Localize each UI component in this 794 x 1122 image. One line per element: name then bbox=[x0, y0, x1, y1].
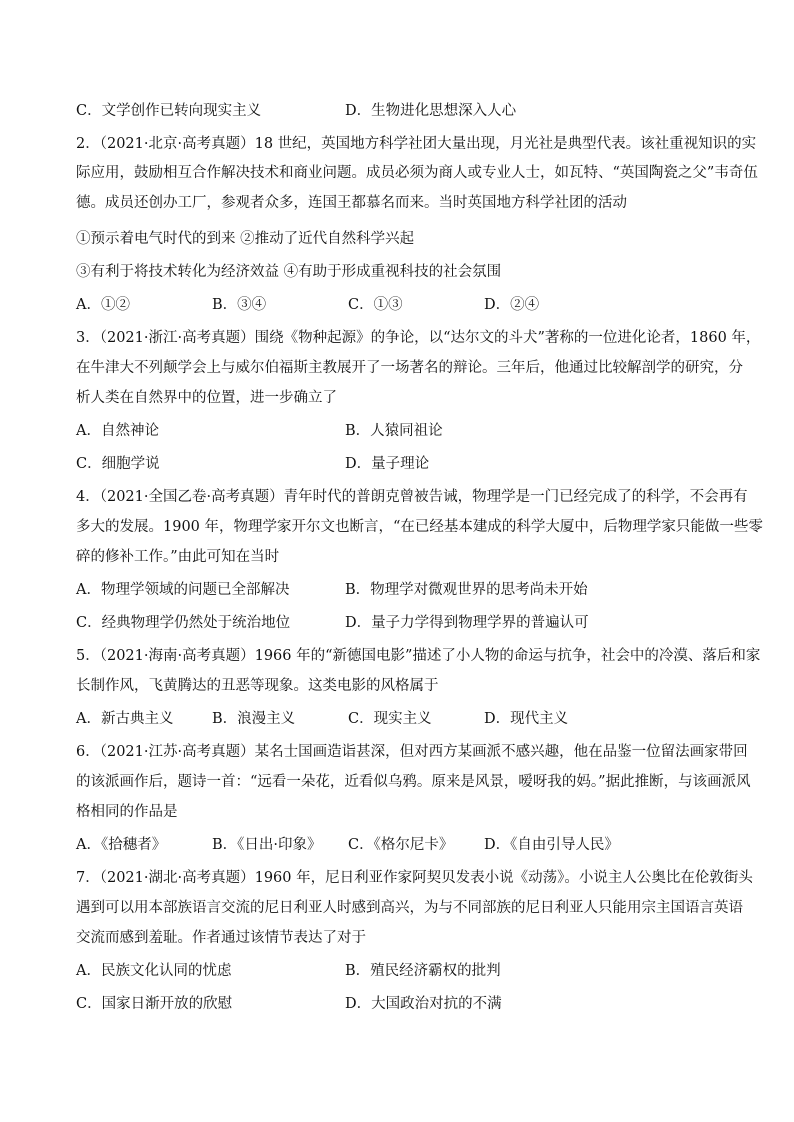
q4-stem-line-1: 4．（2021·全国乙卷·高考真题）青年时代的普朗克曾被告诫，物理学是一门已经完成了的科学，不会再有 bbox=[76, 489, 748, 505]
q2-stem-line-1: 2．（2021·北京·高考真题）18 世纪，英国地方科学社团大量出现，月光社是典型代表。该社重视知识的实 bbox=[76, 136, 757, 152]
q7-option-a: A．民族文化认同的忧虑 bbox=[76, 963, 232, 979]
q6-option-a: A．《拾穗者》 bbox=[76, 837, 167, 853]
q3-option-a: A．自然神论 bbox=[76, 423, 159, 439]
q6-option-d: D．《自由引导人民》 bbox=[484, 837, 619, 853]
q6-stem-line-3: 格相同的作品是 bbox=[76, 804, 178, 820]
q4-stem-line-3: 碎的修补工作。”由此可知在当时 bbox=[76, 549, 280, 565]
q4-stem-line-2: 多大的发展。1900 年，物理学家开尔文也断言，“在已经基本建成的科学大厦中，后物理学家只能做一些零 bbox=[76, 519, 763, 535]
q7-option-b: B．殖民经济霸权的批判 bbox=[345, 963, 501, 979]
q2-statement-3-4: ③有利于将技术转化为经济效益 ④有助于形成重视科技的社会氛围 bbox=[76, 264, 502, 280]
q6-option-c: C．《格尔尼卡》 bbox=[348, 837, 454, 853]
q5-option-b: B．浪漫主义 bbox=[212, 711, 296, 727]
q7-option-d: D．大国政治对抗的不满 bbox=[345, 996, 502, 1012]
q6-stem-line-1: 6．（2021·江苏·高考真题）某名士国画造诣甚深，但对西方某画派不感兴趣，他在品鉴一位留法画家带回 bbox=[76, 744, 748, 760]
q5-stem-line-2: 长制作风，飞黄腾达的丑恶等现象。这类电影的风格属于 bbox=[76, 678, 439, 694]
q4-option-c: C．经典物理学仍然处于统治地位 bbox=[76, 615, 291, 631]
q7-stem-line-2: 遇到可以用本部族语言交流的尼日利亚人时感到高兴，为与不同部族的尼日利亚人只能用宗主国语言英语 bbox=[76, 900, 743, 916]
q2-statement-1-2: ①预示着电气时代的到来 ②推动了近代自然科学兴起 bbox=[76, 231, 415, 247]
q5-option-a: A．新古典主义 bbox=[76, 711, 174, 727]
q1-option-d: D．生物进化思想深入人心 bbox=[345, 103, 517, 119]
q7-option-c: C．国家日渐开放的欣慰 bbox=[76, 996, 233, 1012]
q6-option-b: B．《日出·印象》 bbox=[212, 837, 322, 853]
q2-stem-line-2: 际应用，鼓励相互合作解决技术和商业问题。成员必须为商人或专业人士，如瓦特、“英国陶瓷之父”韦奇伍 bbox=[76, 165, 758, 181]
q4-option-a: A．物理学领域的问题已全部解决 bbox=[76, 582, 290, 598]
q2-option-c: C．①③ bbox=[348, 297, 403, 313]
q1-option-c: C．文学创作已转向现实主义 bbox=[76, 103, 262, 119]
q3-stem-line-3: 析人类在自然界中的位置，进一步确立了 bbox=[76, 390, 337, 406]
q2-option-a: A．①② bbox=[76, 297, 130, 313]
q3-stem-line-1: 3．（2021·浙江·高考真题）围绕《物种起源》的争论，以“达尔文的斗犬”著称的一位进化论者，1860 年， bbox=[76, 330, 761, 346]
q5-stem-line-1: 5．（2021·海南·高考真题）1966 年的“新德国电影”描述了小人物的命运与抗争，社会中的冷漠、落后和家 bbox=[76, 648, 761, 664]
q4-option-d: D．量子力学得到物理学界的普遍认可 bbox=[345, 615, 589, 631]
q2-stem-line-3: 德。成员还创办工厂，参观者众多，连国王都慕名而来。当时英国地方科学社团的活动 bbox=[76, 195, 627, 211]
q7-stem-line-3: 交流而感到羞耻。作者通过该情节表达了对于 bbox=[76, 930, 366, 946]
q5-option-d: D．现代主义 bbox=[484, 711, 569, 727]
q3-stem-line-2: 在牛津大不列颠学会上与威尔伯福斯主教展开了一场著名的辩论。三年后，他通过比较解剖学的研究，分 bbox=[76, 360, 743, 376]
q5-option-c: C．现实主义 bbox=[348, 711, 432, 727]
q7-stem-line-1: 7．（2021·湖北·高考真题）1960 年，尼日利亚作家阿契贝发表小说《动荡》。小说主人公奥比在伦敦街头 bbox=[76, 870, 753, 886]
q2-option-d: D．②④ bbox=[484, 297, 540, 313]
q3-option-d: D．量子理论 bbox=[345, 456, 430, 472]
q3-option-b: B．人猿同祖论 bbox=[345, 423, 443, 439]
q4-option-b: B．物理学对微观世界的思考尚未开始 bbox=[345, 582, 588, 598]
q2-option-b: B．③④ bbox=[212, 297, 267, 313]
q6-stem-line-2: 的该派画作后，题诗一首：“远看一朵花，近看似乌鸦。原来是风景，嗳呀我的妈。”据此推断，与该画派风 bbox=[76, 774, 751, 790]
q3-option-c: C．细胞学说 bbox=[76, 456, 160, 472]
